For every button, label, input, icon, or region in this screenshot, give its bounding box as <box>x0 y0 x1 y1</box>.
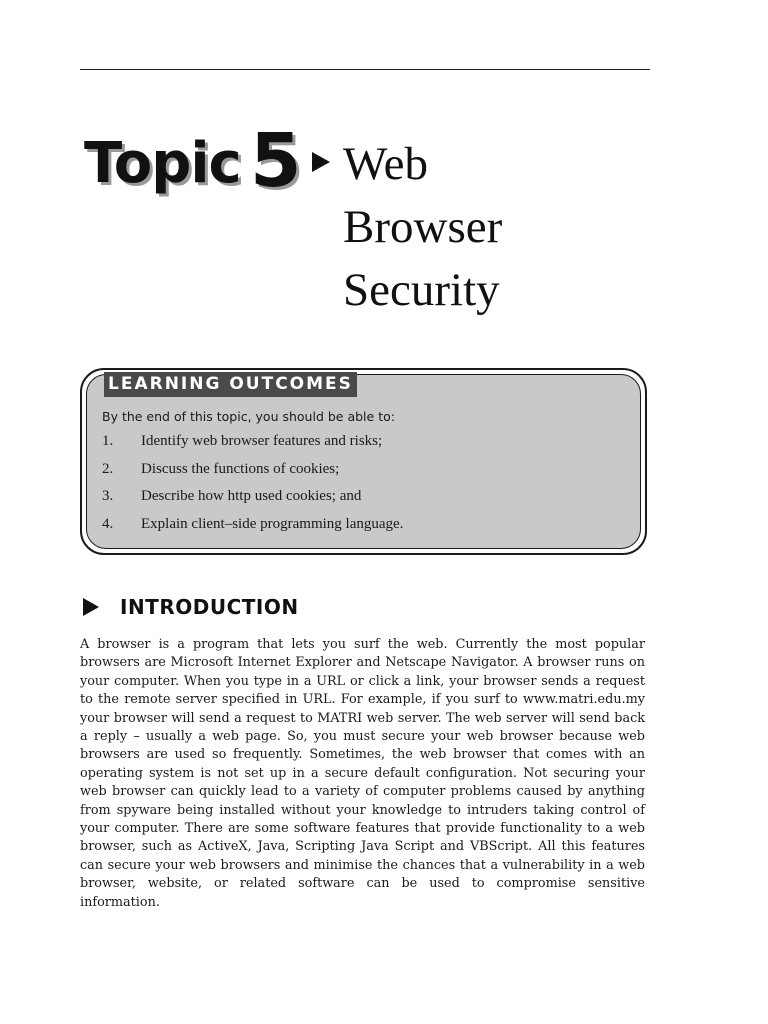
body-paragraph: A browser is a program that lets you surf the web. Currently the most popular browsers are Microsoft Internet Explorer and Netscape Navigator. A browser runs on your computer. When you type in a URL or click a link, your browser sends a request to the remote server specified in URL. For example, if you surf to www.matri.edu.my your browser will send a request to MATRI web server. The web server will send back a reply – usually a web page. So, you must secure your web browser because web browsers are used so frequently. Sometimes, the web browser that comes with an operating system is not set up in a secure default configuration. Not securing your web browser can quickly lead to a variety of computer problems caused by anything from spyware being installed without your knowledge to intruders taking control of your computer. There are some software features that provide functionality to a web browser, such as ActiveX, Java, Scripting Java Script and VBScript. All this features can secure your web browsers and minimise the chances that a vulnerability in a web browser, website, or related software can be used to compromise sensitive information. <box>80 637 645 910</box>
title-line: Web <box>343 138 428 190</box>
list-item-number: 3. <box>102 488 114 504</box>
top-rule <box>80 69 650 70</box>
list-item-number: 1. <box>102 433 114 449</box>
list-item-text: Discuss the functions of cookies; <box>141 460 340 477</box>
list-item-number: 2. <box>102 460 114 477</box>
list-item-text: Describe how http used cookies; and <box>141 488 362 504</box>
section-heading: INTRODUCTION <box>120 595 299 619</box>
title-line: Browser <box>343 201 503 253</box>
page-title <box>343 133 643 322</box>
triangle-right-icon <box>312 152 330 172</box>
title-line: Security <box>343 264 500 316</box>
list-item-number: 4. <box>102 515 114 532</box>
learning-outcomes-intro: By the end of this topic, you should be able to: <box>102 409 395 424</box>
learning-outcomes-heading: LEARNING OUTCOMES <box>104 372 357 397</box>
list-item-text: Explain client–side programming language. <box>141 515 404 532</box>
topic-number: 5 <box>250 118 302 204</box>
list-item-text: Identify web browser features and risks; <box>141 433 383 449</box>
triangle-right-icon <box>83 598 99 616</box>
topic-label: Topic <box>84 131 241 196</box>
